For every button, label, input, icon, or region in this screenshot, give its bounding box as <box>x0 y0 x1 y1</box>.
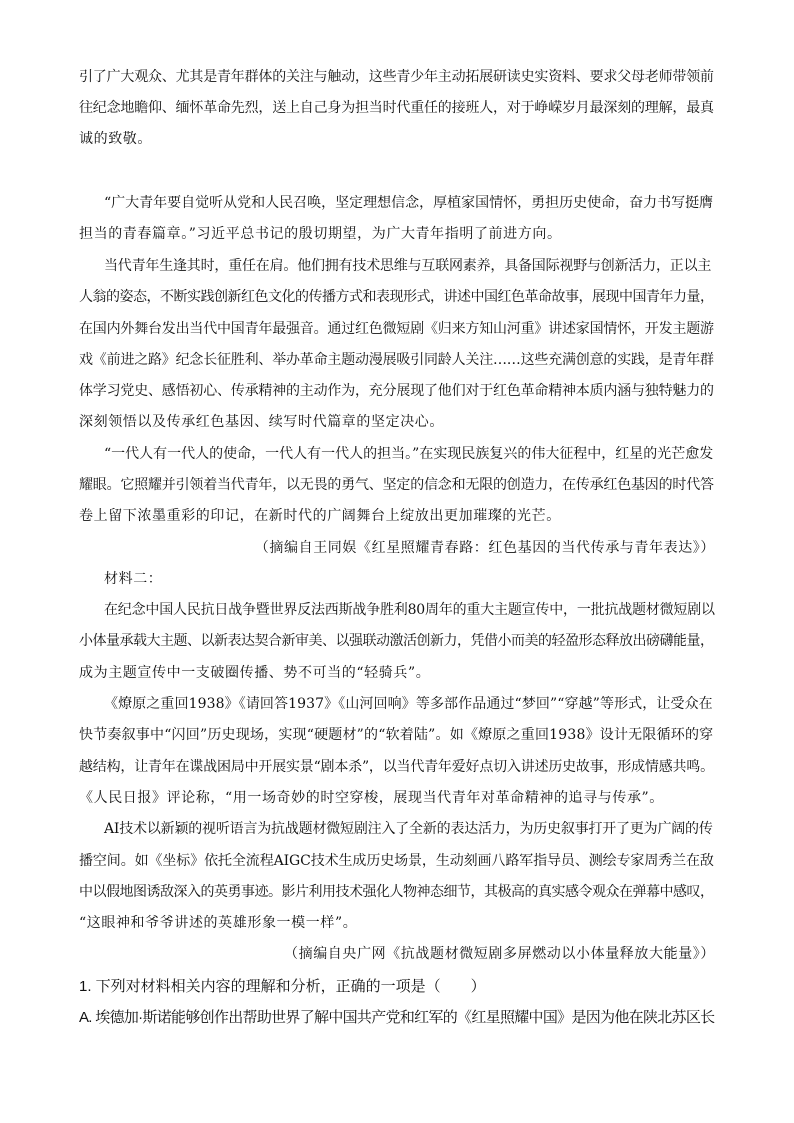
text-line: 担当的青春篇章。”习近平总书记的殷切期望，为广大青年指明了前进方向。 <box>79 226 562 242</box>
text-line: 小体量承载大主题、以新表达契合新审美、以强联动激活创新力，凭借小而美的轻盈形态释放出磅礴能量， <box>79 633 714 649</box>
text-line: 在纪念中国人民抗日战争暨世界反法西斯战争胜利80周年的重大主题宣传中，一批抗战题材微短剧以 <box>104 602 715 618</box>
text-line: 耀眼。它照耀并引领着当代青年，以无畏的勇气、坚定的信念和无限的创造力，在传承红色基因的时代答 <box>79 477 714 493</box>
text-line: 成为主题宣传中一支破圈传播、势不可当的“轻骑兵”。 <box>79 665 431 681</box>
text-line: 深刻领悟以及传承红色基因、续写时代篇章的坚定决心。 <box>79 414 444 430</box>
text-line: “这眼神和爷爷讲述的英雄形象一模一样”。 <box>79 915 358 931</box>
text-line: “广大青年要自觉听从党和人民召唤，坚定理想信念，厚植家国情怀，勇担历史使命，奋力书写挺膺 <box>104 195 714 211</box>
text-line: AI技术以新颖的视听语言为抗战题材微短剧注入了全新的表达活力，为历史叙事打开了更为广阔的传 <box>104 821 713 837</box>
section-heading: 材料二： <box>104 571 163 587</box>
text-line: 快节奏叙事中“闪回”历史现场，实现“硬题材”的“软着陆”。如《燎原之重回1938》设计无限循环的穿 <box>79 727 714 743</box>
text-line: 当代青年生逢其时，重任在肩。他们拥有技术思维与互联网素养，具备国际视野与创新活力，正以主 <box>104 258 712 274</box>
text-line: 《人民日报》评论称，“用一场奇妙的时空穿梭，展现当代青年对革命精神的追寻与传承”。 <box>79 790 664 806</box>
text-line: 卷上留下浓墨重彩的印记，在新时代的广阔舞台上绽放出更加璀璨的光芒。 <box>79 508 561 524</box>
text-line: 中以假地图诱敌深入的英勇事迹。影片利用技术强化人物神态细节，其极高的真实感令观众在弹幕中感叹， <box>79 884 714 900</box>
text-line: 越结构，让青年在谍战困局中开展实景“剧本杀”，以当代青年爱好点切入讲述历史故事，形成情感共鸣。 <box>79 759 714 775</box>
text-line: 往纪念地瞻仰、缅怀革命先烈，送上自己身为担当时代重任的接班人，对于峥嵘岁月最深刻的理解，最真 <box>79 100 714 116</box>
answer-option-a: A. 埃德加·斯诺能够创作出帮助世界了解中国共产党和红军的《红星照耀中国》是因为他在陕北苏区长 <box>79 1009 715 1026</box>
question-stem: 1. 下列对材料相关内容的理解和分析，正确的一项是（ ） <box>79 978 486 995</box>
source-citation: （摘编自央广网《抗战题材微短剧多屏燃动以小体量释放大能量》） <box>284 946 715 962</box>
text-line: 《燎原之重回1938》《请回答1937》《山河回响》等多部作品通过“梦回”“穿越”等形式，让受众在 <box>104 696 713 712</box>
text-line: 戏《前进之路》纪念长征胜利、举办革命主题动漫展吸引同龄人关注……这些充满创意的实践，是青年群 <box>79 352 714 368</box>
text-line: 体学习党史、感悟初心、传承精神的主动作为，充分展现了他们对于红色革命精神本质内涵与独特魅力的 <box>79 383 714 399</box>
text-line: 人翁的姿态，不断实践创新红色文化的传播方式和表现形式，讲述中国红色革命故事，展现中国青年力量， <box>79 289 714 305</box>
text-line: 引了广大观众、尤其是青年群体的关注与触动，这些青少年主动拓展研读史实资料、要求父母老师带领前 <box>79 69 714 85</box>
text-line: 诚的致敬。 <box>79 131 152 147</box>
source-citation: （摘编自王同娱《红星照耀青春路：红色基因的当代传承与青年表达》） <box>254 540 715 556</box>
text-line: 播空间。如《坐标》依托全流程AIGC技术生成历史场景，生动刻画八路军指导员、测绘专家周秀兰在敌 <box>79 853 714 869</box>
text-line: “一代人有一代人的使命，一代人有一代人的担当。”在实现民族复兴的伟大征程中，红星的光芒愈发 <box>104 446 714 462</box>
text-line: 在国内外舞台发出当代中国青年最强音。通过红色微短剧《归来方知山河重》讲述家国情怀，开发主题游 <box>79 321 714 337</box>
